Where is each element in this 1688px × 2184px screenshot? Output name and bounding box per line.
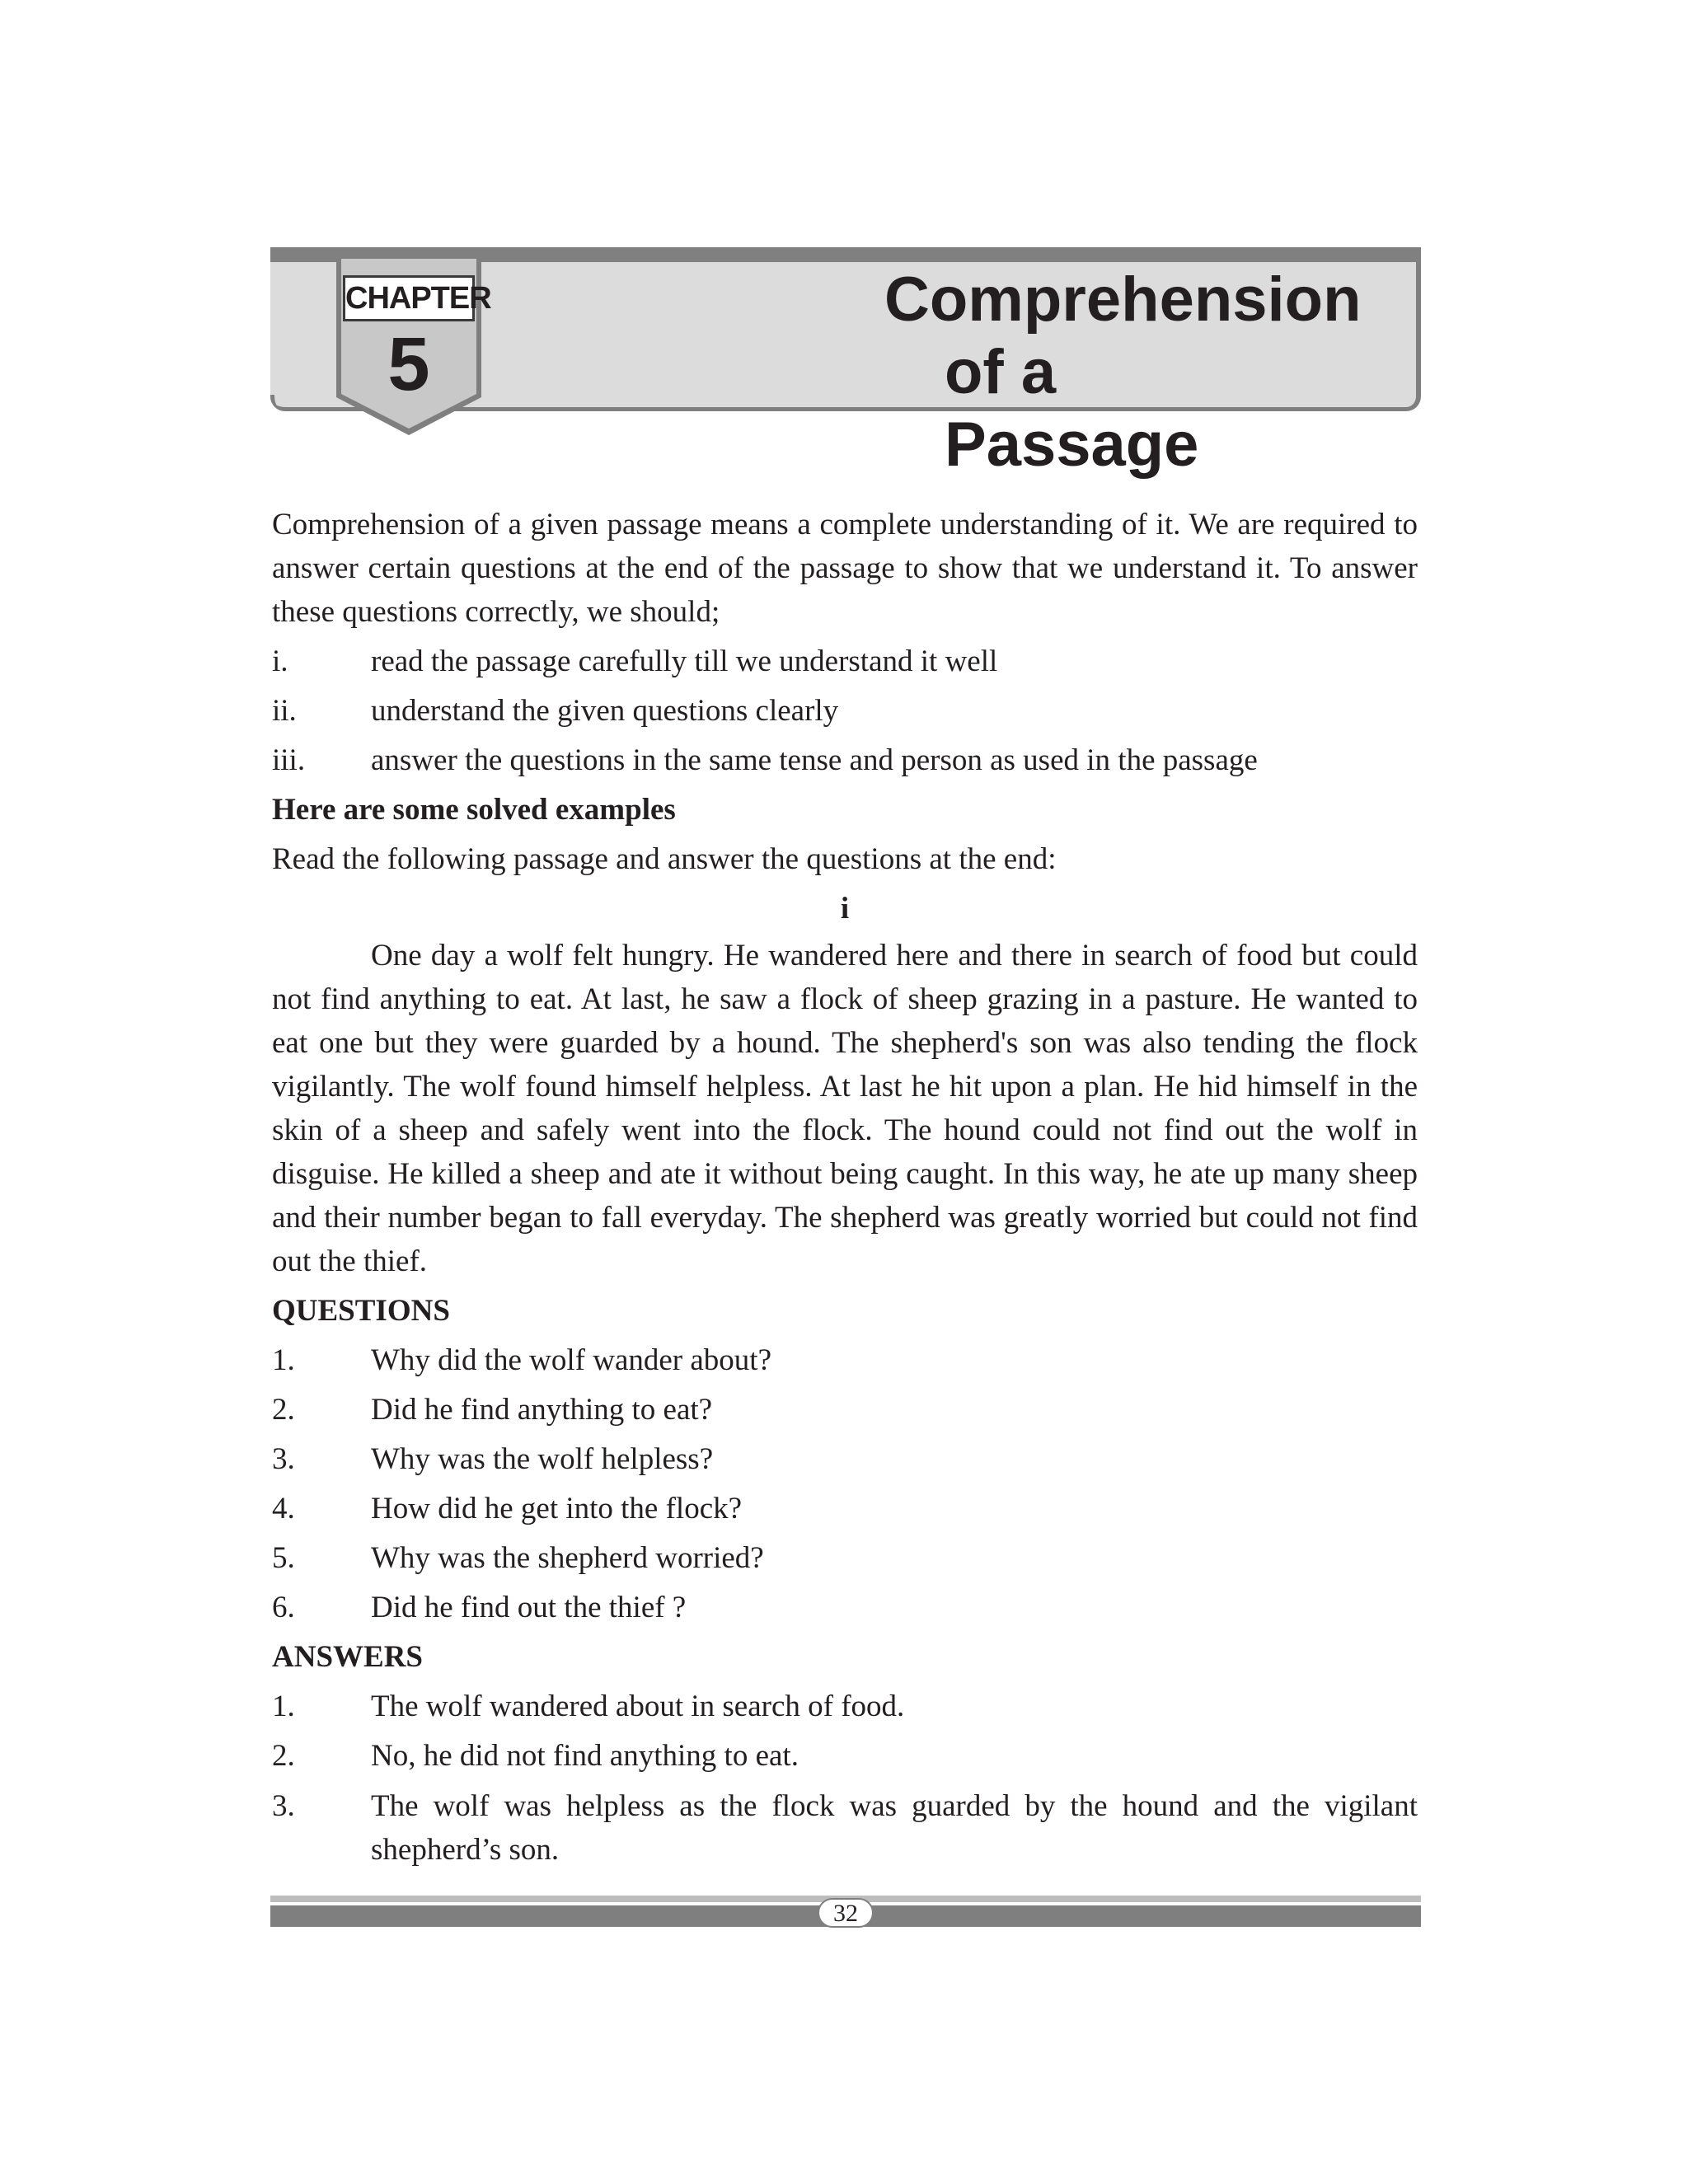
chapter-header: [270, 247, 1421, 480]
list-item-number: 4.: [272, 1492, 295, 1526]
list-item-number: 1.: [272, 1690, 295, 1723]
answers-list: [272, 1682, 1418, 1872]
list-item-number: 1.: [272, 1343, 295, 1377]
answers-heading: ANSWERS: [272, 1640, 423, 1674]
steps-list: [272, 637, 1418, 785]
chapter-label: CHAPTER: [343, 275, 475, 321]
list-item-text: Why did the wolf wander about?: [371, 1343, 771, 1377]
examples-heading: Here are some solved examples: [272, 793, 676, 827]
list-item-number: i.: [272, 644, 288, 678]
chapter-title: [732, 264, 1362, 481]
list-item: [272, 637, 1418, 687]
list-item-number: 2.: [272, 1393, 295, 1427]
list-item-number: 2.: [272, 1739, 295, 1773]
questions-list: [272, 1336, 1418, 1633]
chapter-title-line2: of a Passage: [945, 337, 1199, 480]
list-item-text: read the passage carefully till we understand it well: [371, 644, 998, 678]
list-item: [272, 1682, 1418, 1732]
chapter-badge: [333, 259, 491, 440]
list-item: [272, 687, 1418, 736]
list-item: [272, 1732, 1418, 1781]
list-item-text: The wolf wandered about in search of food.: [371, 1690, 905, 1723]
list-item: [272, 1583, 1418, 1633]
list-item-text: understand the given questions clearly: [371, 694, 839, 728]
list-item-text: Did he find out the thief ?: [371, 1591, 687, 1624]
list-item: [272, 1435, 1418, 1484]
list-item: [272, 1534, 1418, 1583]
list-item: [272, 1385, 1418, 1435]
list-item-text: How did he get into the flock?: [371, 1492, 743, 1526]
list-item-number: 6.: [272, 1591, 295, 1624]
instruction-text: Read the following passage and answer the questions at the end:: [272, 842, 1057, 876]
list-item-text: Why was the wolf helpless?: [371, 1442, 714, 1476]
passage-text: One day a wolf felt hungry. He wandered here and there in search of food but could not find anything to eat. At last, he saw a flock of sheep grazing in a pasture. He wanted to eat one but they were guarded by a hound. The shepherd's son was also tending the flock vigilantly. The wolf found himself helpless. At last he hit upon a plan. He hid himself in the skin of a sheep and safely went into the flock. The hound could not find out the wolf in disguise. He killed a sheep and ate it without being caught. In this way, he ate up many sheep and their number began to fall everyday. The shepherd was greatly worried but could not find out the thief.: [272, 939, 1418, 1278]
chapter-number: 5: [387, 322, 430, 406]
list-item-number: 3.: [272, 1789, 295, 1823]
questions-heading: QUESTIONS: [272, 1294, 450, 1328]
list-item-text: answer the questions in the same tense and person as used in the passage: [371, 743, 1258, 777]
list-item-number: 3.: [272, 1442, 295, 1476]
list-item-text: Why was the shepherd worried?: [371, 1541, 764, 1575]
page-number: 32: [818, 1898, 874, 1928]
list-item-number: iii.: [272, 743, 306, 777]
intro-paragraph: Comprehension of a given passage means a complete understanding of it. We are required to answer certain questions at the end of the passage to show that we understand it. To answer these questions correctly, we should;: [272, 508, 1418, 629]
page-content: [272, 503, 1418, 1872]
list-item-text: Did he find anything to eat?: [371, 1393, 713, 1427]
chapter-title-line1: Comprehension: [884, 265, 1362, 335]
list-item-number: 5.: [272, 1541, 295, 1575]
list-item-text: The wolf was helpless as the flock was guarded by the hound and the vigilant shepherd’s son.: [371, 1789, 1418, 1867]
list-item: [272, 1336, 1418, 1385]
list-item: [272, 736, 1418, 785]
passage-marker: i: [840, 892, 850, 926]
page-footer: [270, 1896, 1421, 1929]
list-item: [272, 1484, 1418, 1534]
list-item-text: No, he did not find anything to eat.: [371, 1739, 799, 1773]
list-item: [272, 1784, 1418, 1872]
list-item-number: ii.: [272, 694, 297, 728]
